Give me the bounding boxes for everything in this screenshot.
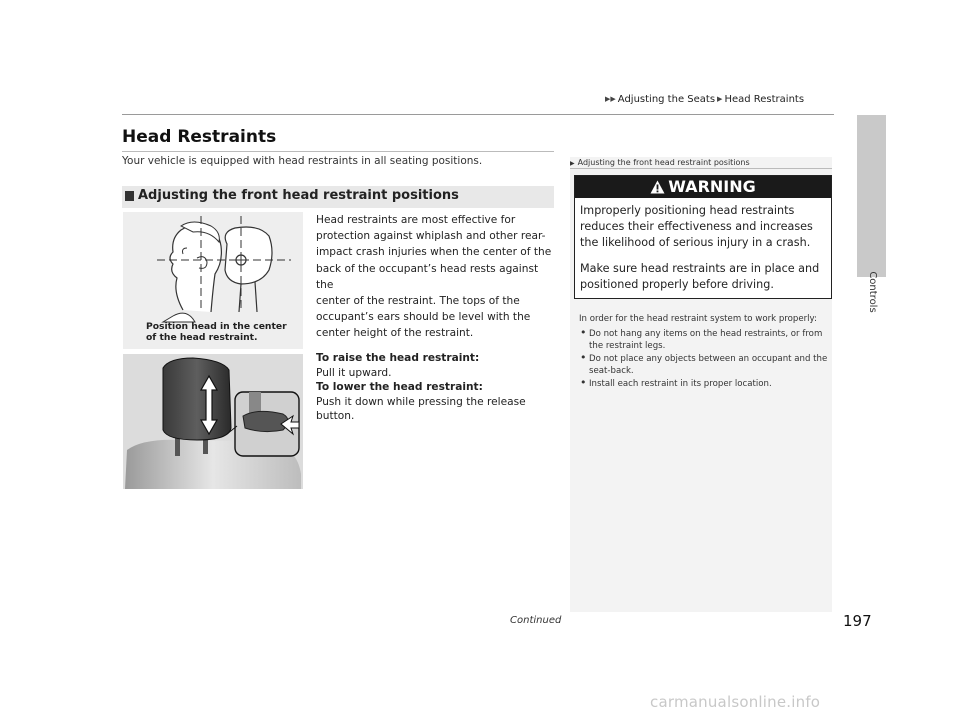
- body-line: impact crash injuries when the center of the: [316, 246, 552, 259]
- breadcrumb-arrow-icon: ▶▶: [605, 95, 616, 103]
- body-line: protection against whiplash and other rear-: [316, 230, 546, 243]
- warning-triangle-icon: [650, 180, 665, 194]
- warning-text: [580, 203, 828, 303]
- title-divider: [122, 151, 554, 152]
- page-title: Head Restraints: [122, 127, 277, 147]
- breadcrumb-arrow-icon: ▶: [717, 95, 723, 103]
- section-tab-label: Controls: [867, 271, 878, 313]
- raise-text: Pull it upward.: [316, 366, 392, 379]
- list-item: • Do not hang any items on the head restraints, or from the restraint legs.: [579, 328, 829, 353]
- lower-text-line: button.: [316, 410, 355, 422]
- page-number: 197: [843, 612, 872, 630]
- section-square-icon: [125, 191, 134, 201]
- body-paragraph: [316, 212, 556, 342]
- list-item: • Do not place any objects between an occupant and the seat-back.: [579, 353, 829, 378]
- intro-text: Your vehicle is equipped with head restraints in all seating positions.: [122, 155, 483, 167]
- body-line: back of the occupant’s head rests against the: [316, 262, 539, 291]
- continued-label: Continued: [510, 615, 562, 626]
- sidebar-header: [570, 158, 750, 167]
- figure-caption: [146, 321, 287, 343]
- header-divider: [122, 114, 834, 115]
- breadcrumb: [603, 94, 804, 105]
- lower-text-line: Push it down while pressing the release: [316, 395, 526, 408]
- list-item: • Install each restraint in its proper location.: [579, 378, 829, 391]
- watermark: carmanualsonline.info: [650, 693, 821, 711]
- section-title: Adjusting the front head restraint positions: [138, 188, 459, 203]
- breadcrumb-item-head-restraints: Head Restraints: [724, 94, 805, 105]
- sidebar-divider: [570, 168, 832, 169]
- raise-heading: To raise the head restraint:: [316, 352, 480, 364]
- note-list: [579, 328, 829, 391]
- figure-caption-line: Position head in the center: [146, 321, 287, 332]
- body-line: Head restraints are most effective for: [316, 214, 516, 226]
- body-line: center height of the restraint.: [316, 327, 474, 340]
- body-line: center of the restraint. The tops of the: [316, 295, 520, 308]
- head-restraint-illustration: [123, 354, 303, 489]
- figure-caption-line: of the head restraint.: [146, 332, 258, 343]
- note-intro: In order for the head restraint system to work properly:: [579, 314, 817, 324]
- reference-arrow-icon: ▶: [570, 160, 575, 167]
- note-block: [579, 313, 829, 390]
- warning-paragraph: Make sure head restraints are in place and positioned properly before driving.: [580, 262, 820, 291]
- sidebar-header-text: Adjusting the front head restraint positions: [577, 158, 750, 167]
- breadcrumb-item-seats: Adjusting the Seats: [617, 94, 716, 105]
- head-restraint-photo: [123, 354, 303, 489]
- warning-paragraph: Improperly positioning head restraints reduces their effectiveness and increases the likelihood of serious injury in a crash.: [580, 204, 813, 249]
- warning-header: [575, 176, 831, 198]
- lower-heading: To lower the head restraint:: [316, 381, 483, 393]
- body-line: occupant’s ears should be level with the: [316, 311, 531, 324]
- warning-label: WARNING: [668, 177, 756, 196]
- adjustment-instructions: [316, 351, 556, 424]
